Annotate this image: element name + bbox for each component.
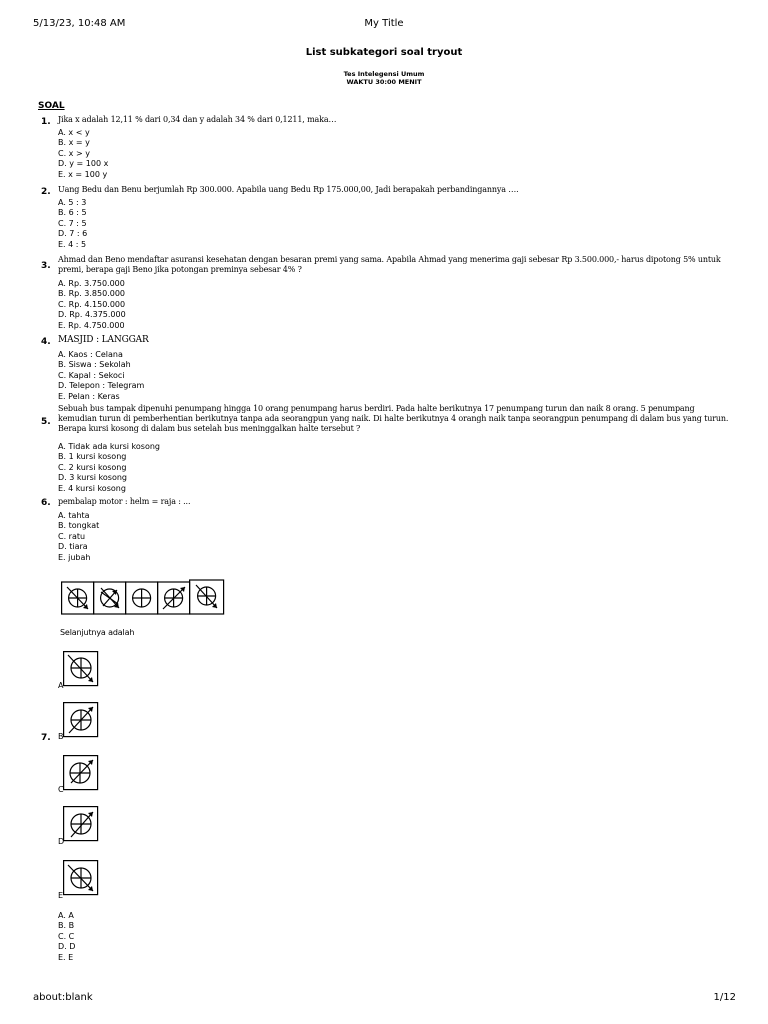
- section-heading: SOAL: [38, 101, 65, 111]
- option-c[interactable]: C. C: [58, 931, 75, 941]
- figure-sequence-strip: [61, 578, 227, 618]
- option-b[interactable]: B. B: [58, 921, 75, 931]
- question-text: MASJID : LANGGAR: [58, 335, 149, 345]
- option-d[interactable]: D. 3 kursi kosong: [58, 473, 128, 483]
- option-c[interactable]: C. Kapal : Sekoci: [58, 370, 125, 380]
- question-text: Ahmad dan Beno mendaftar asuransi kesehatan dengan besaran premi yang sama. Apabila Ahmad yang menerima gaji sebesar Rp 3.500.000,- harus dipotong 5% untuk premi, berapa gaji Beno jika potongan preminya sebesar 4% ?: [58, 255, 721, 274]
- figure-label-d: D: [58, 837, 65, 846]
- answer-options: [58, 442, 160, 494]
- option-c[interactable]: C. 7 : 5: [58, 218, 87, 228]
- test-name: Tes Intelegensi Umum: [343, 70, 425, 78]
- option-e[interactable]: E. jubah: [58, 552, 91, 562]
- option-e[interactable]: E. Rp. 4.750.000: [58, 320, 125, 330]
- answer-figure-e: [63, 860, 99, 896]
- test-duration: WAKTU 30:00 MENIT: [346, 78, 422, 86]
- answer-options: [58, 198, 87, 250]
- option-e[interactable]: E. 4 kursi kosong: [58, 483, 126, 493]
- option-a[interactable]: A. tahta: [58, 511, 90, 520]
- print-page-title: My Title: [364, 18, 404, 29]
- option-e[interactable]: E. 4 : 5: [58, 239, 87, 249]
- option-e[interactable]: E. Pelan : Keras: [58, 391, 120, 401]
- option-d[interactable]: D. tiara: [58, 542, 88, 552]
- question-number: 5.: [41, 417, 51, 427]
- option-a[interactable]: A. x < y: [58, 128, 90, 137]
- option-c[interactable]: C. 2 kursi kosong: [58, 462, 127, 472]
- question-text: Uang Bedu dan Benu berjumlah Rp 300.000. Apabila uang Bedu Rp 175.000,00, Jadi berapakah perbandingannya ….: [58, 185, 519, 194]
- answer-options: [58, 279, 126, 331]
- option-b[interactable]: B. 1 kursi kosong: [58, 452, 127, 462]
- figure-label-b: B: [58, 732, 64, 741]
- question-text: pembalap motor : helm = raja : ...: [58, 497, 191, 506]
- question-text: Jika x adalah 12,11 % dari 0,34 dan y adalah 34 % dari 0,1211, maka…: [58, 115, 337, 124]
- answer-figure-b: [63, 702, 99, 738]
- option-a[interactable]: A. Kaos : Celana: [58, 350, 123, 359]
- option-c[interactable]: C. Rp. 4.150.000: [58, 299, 126, 309]
- option-a[interactable]: A. A: [58, 911, 74, 920]
- question-number: 4.: [41, 337, 51, 347]
- page-number: 1/12: [713, 992, 736, 1003]
- answer-figure-a: [63, 651, 99, 687]
- option-c[interactable]: C. ratu: [58, 531, 86, 541]
- figure-label-a: A: [58, 681, 64, 690]
- option-c[interactable]: C. x > y: [58, 148, 90, 158]
- question-number: 6.: [41, 498, 51, 508]
- answer-options: [58, 128, 108, 180]
- print-datetime: 5/13/23, 10:48 AM: [33, 18, 126, 29]
- option-b[interactable]: B. Rp. 3.850.000: [58, 289, 126, 299]
- option-b[interactable]: B. Siswa : Sekolah: [58, 360, 131, 370]
- question-number: 2.: [41, 187, 51, 197]
- figure-label-c: C: [58, 785, 64, 794]
- answer-options: [58, 511, 99, 563]
- option-d[interactable]: D. Telepon : Telegram: [58, 381, 145, 391]
- option-a[interactable]: A. Tidak ada kursi kosong: [58, 442, 160, 451]
- document-subtitle: [0, 70, 768, 86]
- option-a[interactable]: A. Rp. 3.750.000: [58, 279, 125, 288]
- answer-figure-c: [63, 755, 99, 791]
- option-e[interactable]: E. x = 100 y: [58, 169, 108, 179]
- option-d[interactable]: D. y = 100 x: [58, 159, 109, 169]
- answer-options: [58, 350, 144, 402]
- option-b[interactable]: B. x = y: [58, 138, 90, 148]
- option-b[interactable]: B. tongkat: [58, 521, 100, 531]
- figure-label-e: E: [58, 891, 64, 900]
- answer-figure-d: [63, 806, 99, 842]
- answer-options: [58, 911, 75, 963]
- question-text: Selanjutnya adalah: [60, 628, 135, 637]
- option-a[interactable]: A. 5 : 3: [58, 198, 87, 207]
- document-title: List subkategori soal tryout: [305, 47, 463, 58]
- option-b[interactable]: B. 6 : 5: [58, 208, 87, 218]
- question-text: Sebuah bus tampak dipenuhi penumpang hingga 10 orang penumpang harus berdiri. Pada halte berikutnya 17 penumpang turun dan naik 8 orang. 5 penumpang kemudian turun di pemberhentian berikutnya tanpa ada seorangpun yang naik. Di halte berikutnya 4 orangh naik tanpa seorangpun penumpang di dalam bus yang turun. Berapa kursi kosong di dalam bus setelah bus meninggalkan halte tersebut ?: [58, 404, 729, 433]
- question-number: 1.: [41, 117, 51, 127]
- option-e[interactable]: E. E: [58, 952, 74, 962]
- option-d[interactable]: D. 7 : 6: [58, 229, 88, 239]
- question-number: 3.: [41, 261, 51, 271]
- option-d[interactable]: D. D: [58, 942, 76, 952]
- question-number: 7.: [41, 733, 51, 743]
- option-d[interactable]: D. Rp. 4.375.000: [58, 310, 126, 320]
- print-url: about:blank: [33, 992, 93, 1003]
